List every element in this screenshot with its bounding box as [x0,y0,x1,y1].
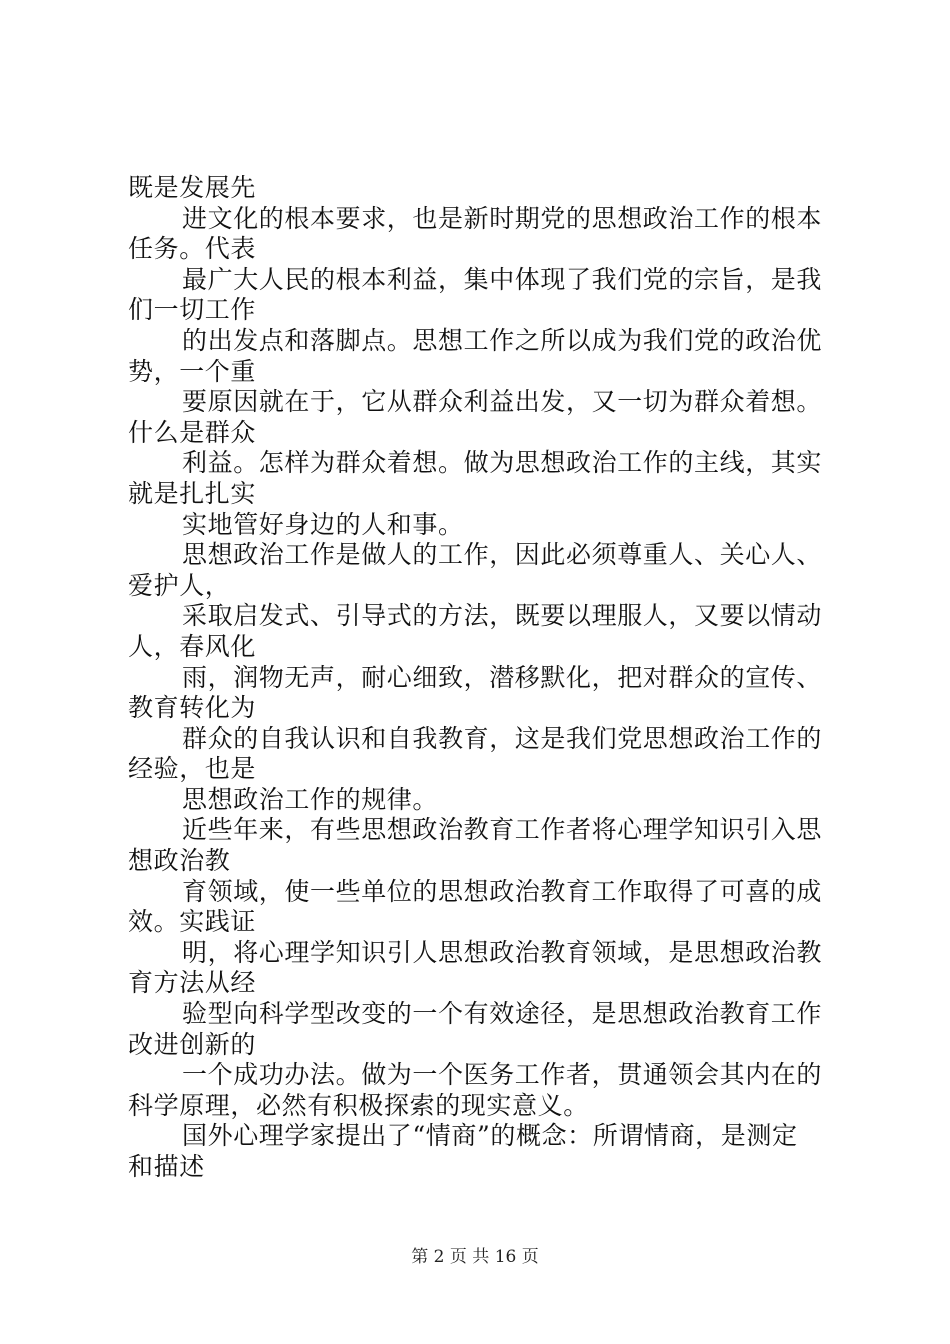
text-line: 和描述 [128,1152,205,1181]
text-line: 既是发展先 [128,173,257,202]
text-line: 采取启发式、引导式的方法，既要以理服人，又要以情动 [182,601,823,631]
text-line: 一个成功办法。做为一个医务工作者，贯通领会其内在的 [182,1060,823,1090]
text-line: 利益。怎样为群众着想。做为思想政治工作的主线，其实 [182,448,823,478]
text-line: 实地管好身边的人和事。 [182,509,464,539]
text-line: 最广大人民的根本利益，集中体现了我们党的宗旨，是我 [182,264,823,294]
text-line: 验型向科学型改变的一个有效途径，是思想政治教育工作 [182,999,823,1029]
text-line: 育方法从经 [128,968,257,998]
text-line: 国外心理学家提出了“情商”的概念：所谓情商，是测定 [182,1121,798,1151]
text-line: 科学原理，必然有积极探索的现实意义。 [128,1090,589,1120]
text-line: 教育转化为 [128,693,257,723]
text-line: 任务。代表 [128,234,257,264]
text-line: 人，春风化 [128,631,257,661]
page-number-footer: 第 2 页 共 16 页 [411,1247,539,1267]
text-line: 进文化的根本要求，也是新时期党的思想政治工作的根本 [182,203,823,233]
text-line: 经验，也是 [128,754,257,784]
text-line: 群众的自我认识和自我教育，这是我们党思想政治工作的 [182,723,823,753]
text-line: 效。实践证 [128,907,257,937]
text-line: 雨，润物无声，耐心细致，潜移默化，把对群众的宣传、 [182,662,823,692]
text-line: 势，一个重 [128,356,257,386]
text-line: 要原因就在于，它从群众利益出发，又一切为群众着想。 [182,387,823,417]
text-line: 想政治教 [128,846,231,876]
text-line: 什么是群众 [128,417,257,447]
text-line: 明，将心理学知识引人思想政治教育领域，是思想政治教 [182,937,823,967]
text-line: 的出发点和落脚点。思想工作之所以成为我们党的政治优 [182,325,823,355]
text-line: 爱护人， [128,570,231,600]
text-line: 育领域，使一些单位的思想政治教育工作取得了可喜的成 [182,876,823,906]
text-line: 思想政治工作的规律。 [182,784,439,814]
text-line: 思想政治工作是做人的工作，因此必须尊重人、关心人、 [182,540,823,570]
document-body [128,173,834,1183]
text-line: 改进创新的 [128,1029,257,1059]
text-line: 近些年来，有些思想政治教育工作者将心理学知识引入思 [182,815,823,845]
text-line: 就是扎扎实 [128,478,257,508]
text-line: 们一切工作 [128,295,257,325]
